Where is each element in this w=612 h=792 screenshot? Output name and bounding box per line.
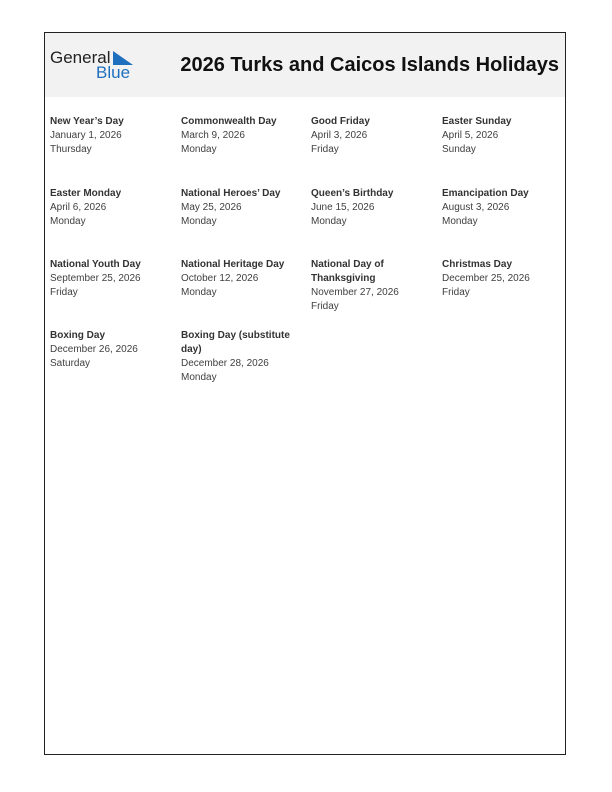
holiday-weekday: Friday [311,144,339,155]
holiday-item [50,329,174,371]
holiday-date: December 28, 2026 [181,358,269,369]
holiday-name: National Day of Thanksgiving [311,259,384,284]
holiday-weekday: Monday [181,287,217,298]
holiday-name: Emancipation Day [442,188,529,199]
holiday-item [311,115,435,157]
holiday-date: September 25, 2026 [50,273,141,284]
holiday-date: December 26, 2026 [50,344,138,355]
holiday-name: Commonwealth Day [181,116,277,127]
holiday-date: August 3, 2026 [442,202,510,213]
holiday-item [50,187,174,229]
holiday-date: March 9, 2026 [181,130,245,141]
holiday-item [442,187,566,229]
holiday-item [311,187,435,229]
holiday-weekday: Monday [181,372,217,383]
holiday-weekday: Sunday [442,144,476,155]
holiday-date: October 12, 2026 [181,273,259,284]
holiday-weekday: Monday [442,216,478,227]
holiday-item [50,115,174,157]
holiday-weekday: Monday [311,216,347,227]
logo-word-blue: Blue [96,63,131,82]
holiday-name: New Year’s Day [50,116,124,127]
holiday-name: Easter Monday [50,188,122,199]
holiday-item [181,115,305,157]
holiday-name: National Youth Day [50,259,141,270]
calendar-page [44,32,566,755]
holiday-weekday: Monday [181,144,217,155]
holiday-weekday: Friday [311,301,339,312]
page-title: 2026 Turks and Caicos Islands Holidays [180,54,559,76]
holiday-date: November 27, 2026 [311,287,399,298]
holiday-item [181,187,305,229]
holiday-item [50,258,174,300]
holiday-name: Queen’s Birthday [311,188,394,199]
holiday-name: Boxing Day (substitute day) [181,330,290,355]
holiday-date: June 15, 2026 [311,202,375,213]
holiday-weekday: Friday [442,287,470,298]
holiday-date: May 25, 2026 [181,202,242,213]
holiday-name: Good Friday [311,116,370,127]
holiday-date: April 5, 2026 [442,130,499,141]
holiday-date: December 25, 2026 [442,273,530,284]
holiday-item [442,258,566,300]
holiday-weekday: Thursday [50,144,92,155]
holiday-item [442,115,566,157]
holiday-date: April 3, 2026 [311,130,368,141]
generalblue-logo [50,48,140,84]
holiday-item [311,258,407,314]
holiday-name: Easter Sunday [442,116,512,127]
holiday-weekday: Monday [181,216,217,227]
holiday-item [181,329,293,385]
holiday-weekday: Monday [50,216,86,227]
holiday-name: Christmas Day [442,259,513,270]
holiday-date: April 6, 2026 [50,202,107,213]
holiday-date: January 1, 2026 [50,130,122,141]
holiday-name: Boxing Day [50,330,106,341]
holiday-item [181,258,305,300]
holiday-name: National Heritage Day [181,259,285,270]
logo-word-general: General [50,48,111,67]
holiday-weekday: Friday [50,287,78,298]
header-band [45,33,565,97]
holiday-name: National Heroes’ Day [181,188,281,199]
holiday-weekday: Saturday [50,358,91,369]
